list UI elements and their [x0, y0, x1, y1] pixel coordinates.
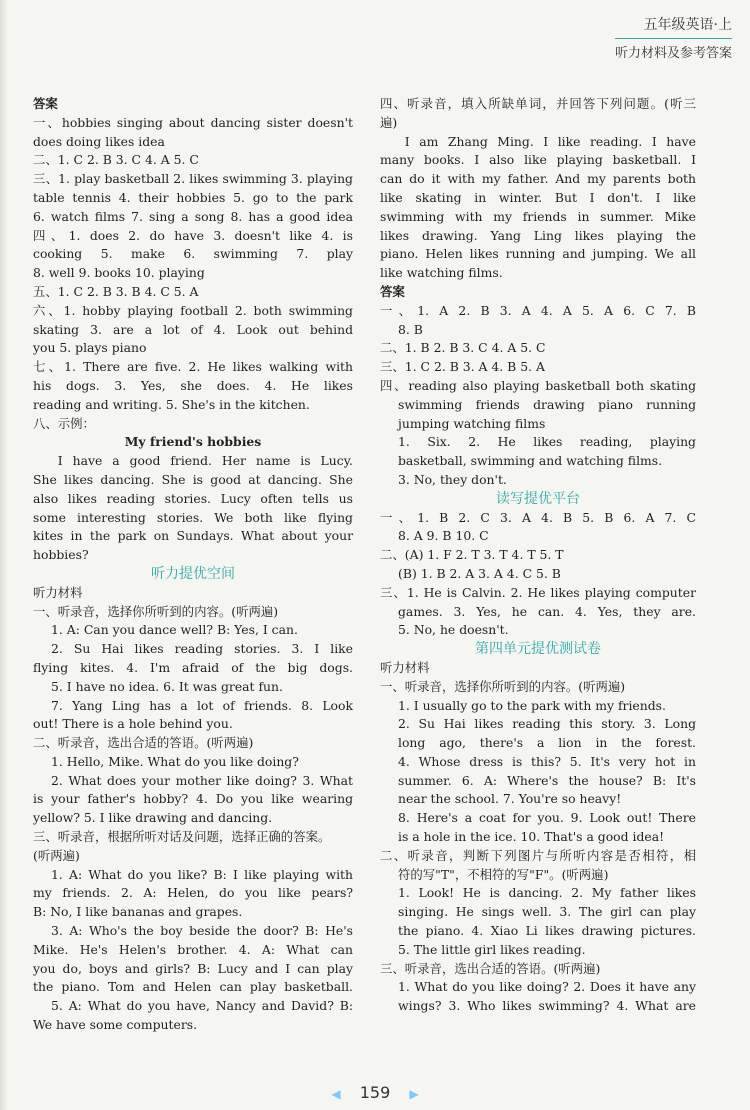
- right-line: can do it with my father. And my parents both: [380, 171, 696, 187]
- right-line: likes drawing. Yang Ling likes playing the: [380, 227, 696, 243]
- left-line: 2. Su Hai likes reading stories. 3. I like: [51, 641, 353, 657]
- right-line: summer. 6. A: Where's the house? B: It's: [398, 772, 696, 788]
- right-line: 1. Look! He is dancing. 2. My father likes: [398, 885, 696, 901]
- right-line: 2. Su Hai likes reading this story. 3. Long: [398, 716, 696, 732]
- left-line: 二、1. C 2. B 3. C 4. A 5. C: [33, 152, 199, 168]
- left-line: some interesting stories. We both like flying: [33, 509, 353, 525]
- left-line: 听力材料: [33, 584, 83, 600]
- left-line: also likes reading stories. Lucy often tells us: [33, 490, 353, 506]
- left-line: 八、示例：: [33, 415, 95, 431]
- left-line: reading and writing. 5. She's in the kitchen.: [33, 396, 310, 412]
- right-line: 1. I usually go to the park with my friends.: [398, 697, 666, 713]
- left-line: 四、1. does 2. do have 3. doesn't like 4. is: [33, 227, 353, 243]
- right-line: 二、(A) 1. F 2. T 3. T 4. T 5. T: [380, 547, 564, 563]
- right-line: 一、听录音，选择你所听到的内容。(听两遍): [380, 678, 626, 694]
- page-number: 159: [359, 1083, 391, 1102]
- left-line: 7. Yang Ling has a lot of friends. 8. Look: [51, 697, 353, 713]
- left-line: you do, boys and girls? B: Lucy and I can play: [33, 960, 353, 976]
- right-line: many books. I also like playing basketball. I: [380, 152, 696, 168]
- left-line: 听力提优空间: [151, 565, 235, 582]
- left-line: 3. A: Who's the boy beside the door? B: He's: [51, 923, 353, 939]
- left-line: 2. What does your mother like doing? 3. What: [51, 772, 353, 788]
- left-line: 三、听录音，根据所听对话及问题，选择正确的答案。: [33, 829, 331, 845]
- left-line: the piano. Tom and Helen can play basketball.: [33, 979, 353, 995]
- right-line: 答案: [380, 283, 405, 299]
- left-line: 1. Hello, Mike. What do you like doing?: [51, 753, 299, 769]
- right-line: 遍): [380, 114, 398, 130]
- right-line: 第四单元提优测试卷: [475, 641, 601, 658]
- right-line: 1. Six. 2. He likes reading, playing: [398, 434, 696, 450]
- right-line: the piano. 4. Xiao Li likes drawing pictures.: [398, 923, 696, 939]
- right-line: wings? 3. Who likes swimming? 4. What are: [398, 998, 696, 1014]
- left-line: 一、hobbies singing about dancing sister doesn't: [33, 114, 353, 130]
- left-line: kites in the park on Sundays. What about your: [33, 528, 353, 544]
- next-arrow-icon: ▶: [409, 1087, 419, 1101]
- left-column: [33, 95, 353, 1035]
- right-line: long ago, there's a lion in the forest.: [398, 735, 696, 751]
- right-line: 一、1. B 2. C 3. A 4. B 5. B 6. A 7. C: [380, 509, 696, 525]
- left-line: his dogs. 3. Yes, she does. 4. He likes: [33, 377, 353, 393]
- right-line: 一、1. A 2. B 3. A 4. A 5. A 6. C 7. B: [380, 302, 696, 318]
- left-line: cooking 5. make 6. swimming 7. play: [33, 246, 353, 262]
- prev-arrow-icon: ◀: [331, 1087, 341, 1101]
- left-line: I have a good friend. Her name is Lucy.: [57, 453, 353, 469]
- right-line: 三、听录音，选出合适的答语。(听两遍): [380, 960, 601, 976]
- right-line: basketball, swimming and watching films.: [398, 453, 663, 469]
- right-line: is a hole in the ice. 10. That's a good idea!: [398, 829, 665, 845]
- left-line: 5. I have no idea. 6. It was great fun.: [51, 678, 283, 694]
- right-line: jumping watching films: [398, 415, 546, 431]
- right-line: 听力材料: [380, 659, 430, 675]
- left-line: 5. A: What do you have, Nancy and David? B:: [51, 998, 353, 1014]
- left-line: 三、1. play basketball 2. likes swimming 3. playing: [33, 171, 353, 187]
- right-line: 8. B: [398, 321, 423, 337]
- left-line: skating 3. are a lot of 4. Look out behind: [33, 321, 353, 337]
- left-line: my friends. 2. A: Helen, do you like pears?: [33, 885, 353, 901]
- right-line: 5. No, he doesn't.: [398, 622, 509, 638]
- right-line: games. 3. Yes, he can. 4. Yes, they are.: [398, 603, 696, 619]
- left-line: is your father's hobby? 4. Do you like wearing: [33, 791, 353, 807]
- right-line: 三、1. C 2. B 3. A 4. B 5. A: [380, 359, 545, 375]
- header-grade: 五年级英语·上: [615, 14, 732, 39]
- left-line: 答案: [33, 96, 58, 111]
- right-line: like watching films.: [380, 265, 503, 281]
- left-line: 8. well 9. books 10. playing: [33, 265, 205, 281]
- left-line: out! There is a hole behind you.: [33, 716, 233, 732]
- right-line: 5. The little girl likes reading.: [398, 941, 586, 957]
- left-line: 一、听录音，选择你所听到的内容。(听两遍): [33, 603, 279, 619]
- right-line: piano. Helen likes running and jumping. We all: [380, 246, 696, 262]
- page-footer: [0, 1083, 750, 1102]
- left-line: hobbies?: [33, 547, 89, 563]
- right-line: 4. Whose dress is this? 5. It's very hot in: [398, 753, 696, 769]
- left-line: Mike. He's Helen's brother. 4. A: What can: [33, 941, 353, 957]
- left-line: table tennis 4. their hobbies 5. go to the park: [33, 189, 353, 205]
- left-line: 二、听录音，选出合适的答语。(听两遍): [33, 735, 254, 751]
- left-line: My friend's hobbies: [124, 434, 262, 450]
- right-line: 三、1. He is Calvin. 2. He likes playing computer: [380, 584, 696, 600]
- right-line: like skating in winter. But I don't. I like: [380, 189, 696, 205]
- right-line: (B) 1. B 2. A 3. A 4. C 5. B: [398, 565, 561, 581]
- right-line: swimming friends drawing piano running: [398, 396, 696, 412]
- left-line: 1. A: What do you like? B: I like playing with: [51, 866, 353, 882]
- right-line: 二、听录音，判断下列图片与所听内容是否相符，相: [380, 847, 696, 863]
- left-line: yellow? 5. I like drawing and dancing.: [33, 810, 273, 826]
- right-line: 8. Here's a coat for you. 9. Look out! There: [398, 810, 696, 826]
- left-line: She likes dancing. She is good at dancing. She: [33, 471, 353, 487]
- left-line: 七、1. There are five. 2. He likes walking with: [33, 359, 353, 375]
- right-line: near the school. 7. You're so heavy!: [398, 791, 622, 807]
- left-line: flying kites. 4. I'm afraid of the big dogs.: [33, 659, 353, 675]
- header-subtitle: 听力材料及参考答案: [614, 46, 732, 61]
- left-line: B: No, I like bananas and grapes.: [33, 904, 243, 920]
- right-line: 二、1. B 2. B 3. C 4. A 5. C: [380, 340, 546, 356]
- right-line: singing. He sings well. 3. The girl can play: [398, 904, 696, 920]
- right-column: [380, 95, 696, 1016]
- left-line: you 5. plays piano: [33, 340, 147, 356]
- right-line: 8. A 9. B 10. C: [398, 528, 489, 544]
- left-line: (听两遍): [33, 847, 80, 863]
- right-line: swimming with my friends in summer. Mike: [380, 208, 696, 224]
- right-line: I am Zhang Ming. I like reading. I have: [404, 133, 696, 149]
- right-line: 四、reading also playing basketball both skating: [380, 377, 696, 393]
- left-line: We have some computers.: [33, 1017, 198, 1033]
- left-line: 六、1. hobby playing football 2. both swimming: [33, 302, 353, 318]
- page-edge-shadow: [0, 0, 8, 1110]
- right-line: 3. No, they don't.: [398, 471, 507, 487]
- left-line: 6. watch films 7. sing a song 8. has a good idea: [33, 208, 353, 224]
- left-line: 五、1. C 2. B 3. B 4. C 5. A: [33, 283, 199, 299]
- left-line: 1. A: Can you dance well? B: Yes, I can.: [51, 622, 298, 638]
- right-line: 读写提优平台: [496, 490, 580, 507]
- left-line: does doing likes idea: [33, 133, 165, 149]
- right-line: 1. What do you like doing? 2. Does it have any: [398, 979, 696, 995]
- right-line: 符的写"T"，不相符的写"F"。(听两遍): [398, 866, 609, 882]
- right-line: 四、听录音，填入所缺单词，并回答下列问题。(听三: [380, 96, 696, 111]
- running-header: [615, 14, 732, 61]
